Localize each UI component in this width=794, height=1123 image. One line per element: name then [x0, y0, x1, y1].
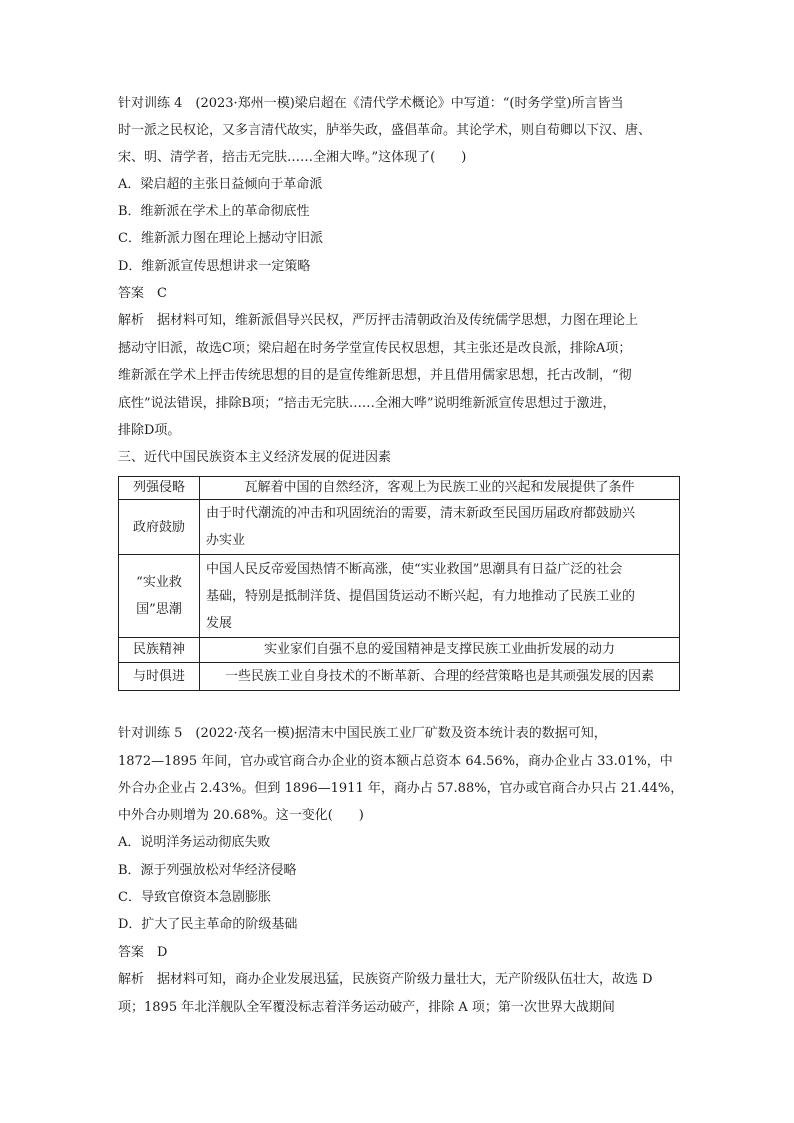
q4-stem-line: 宋、明、清学者，掊击无完肤……全湘大哗。”这体现了( ) — [118, 150, 467, 165]
q5-stem-line: 中外合办则增为 20.68%。这一变化( ) — [118, 808, 364, 823]
description-text: 一些民族工业自身技术的不断革新、合理的经营策略也是其顽强发展的因素 — [224, 669, 654, 684]
factor-label: 国”思潮 — [136, 602, 182, 617]
description-cell — [200, 638, 680, 663]
description-text: 实业家们自强不息的爱国精神是支撑民族工业曲折发展的动力 — [263, 642, 615, 657]
q4-stem-line: 时一派之民权论，又多言清代故实，胪举失政，盛倡革命。其论学术，则自荀卿以下汉、唐、 — [118, 123, 652, 138]
q5-answer: 答案 D — [118, 945, 168, 960]
section-title: 三、近代中国民族资本主义经济发展的促进因素 — [118, 450, 392, 465]
q4-analysis-line: 解析 据材料可知，维新派倡导兴民权，严厉抨击清朝政治及传统儒学思想，力图在理论上 — [118, 313, 639, 328]
q5-option-d: D．扩大了民主革命的阶级基础 — [118, 917, 298, 932]
description-text: 瓦解着中国的自然经济，客观上为民族工业的兴起和发展提供了条件 — [244, 480, 635, 495]
table-row — [119, 500, 680, 555]
q4-option-b: B．维新派在学术上的革命彻底性 — [118, 204, 310, 219]
factor-label: 列强侵略 — [132, 480, 185, 495]
factor-cell — [119, 477, 200, 500]
table-row — [119, 663, 680, 691]
q5-stem-line: 外合办企业占 2.43%。但到 1896—1911 年，商办占 57.88%，官办或官商合办只占 21.44%， — [118, 781, 684, 796]
factor-cell — [119, 500, 200, 555]
description-text: 办实业 — [206, 533, 246, 548]
q4-answer: 答案 C — [118, 286, 167, 301]
description-cell — [200, 500, 680, 555]
description-text: 中国人民反帝爱国热情不断高涨，使“实业救国”思潮具有日益广泛的社会 — [206, 561, 623, 577]
factor-label: 民族精神 — [132, 642, 185, 657]
table-row — [119, 555, 680, 638]
description-text: 由于时代潮流的冲击和巩固统治的需要，清末新政至民国历届政府都鼓励兴 — [206, 506, 636, 521]
q5-stem-line: 1872—1895 年间，官办或官商合办企业的资本额占总资本 64.56%，商办企业占 33.01%，中 — [118, 754, 673, 769]
q4-analysis-line: 撼动守旧派，故选C项；梁启超在时务学堂宣传民权思想，其主张还是改良派，排除A项； — [118, 341, 632, 356]
q5-analysis-line: 解析 据材料可知，商办企业发展迅猛，民族资产阶级力量壮大，无产阶级队伍壮大，故选 D — [118, 972, 653, 987]
description-cell — [200, 663, 680, 691]
q5-option-a: A．说明洋务运动彻底失败 — [118, 835, 271, 850]
q4-analysis-line: 底性”说法错误，排除B项；“掊击无完肤……全湘大哗”说明维新派宣传思想过于激进， — [118, 396, 616, 411]
factor-label: “实业救 — [136, 575, 182, 590]
factor-label: 与时俱进 — [132, 669, 185, 684]
description-text: 基础，特别是抵制洋货、提倡国货运动不断兴起，有力地推动了民族工业的 — [206, 588, 636, 604]
q4-option-a: A．梁启超的主张日益倾向于革命派 — [118, 177, 323, 192]
description-text: 发展 — [206, 615, 233, 631]
q5-option-c: C．导致官僚资本急剧膨胀 — [118, 890, 271, 905]
factor-cell — [119, 555, 200, 638]
description-cell — [200, 555, 680, 638]
q4-analysis-line: 维新派在学术上抨击传统思想的目的是宣传维新思想，并且借用儒家思想，托古改制，“彻 — [118, 368, 632, 383]
q5-option-b: B．源于列强放松对华经济侵略 — [118, 863, 297, 878]
table-row — [119, 477, 680, 500]
factors-table — [118, 476, 680, 691]
q4-option-d: D．维新派宣传思想讲求一定策略 — [118, 259, 311, 274]
q4-option-c: C．维新派力图在理论上撼动守旧派 — [118, 231, 323, 246]
factor-cell — [119, 663, 200, 691]
factor-label: 政府鼓励 — [132, 519, 185, 535]
table-row — [119, 638, 680, 663]
q4-stem-line: 针对训练 4 (2023·郑州一模)梁启超在《清代学术概论》中写道：“(时务学堂)所言皆当 — [118, 96, 624, 111]
q4-analysis-line: 排除D项。 — [118, 423, 181, 438]
q5-stem-line: 针对训练 5 (2022·茂名一模)据清末中国民族工业厂矿数及资本统计表的数据可知， — [118, 726, 607, 741]
description-cell — [200, 477, 680, 500]
q5-analysis-line: 项；1895 年北洋舰队全军覆没标志着洋务运动破产，排除 A 项；第一次世界大战期间 — [118, 1000, 615, 1015]
factor-cell — [119, 638, 200, 663]
